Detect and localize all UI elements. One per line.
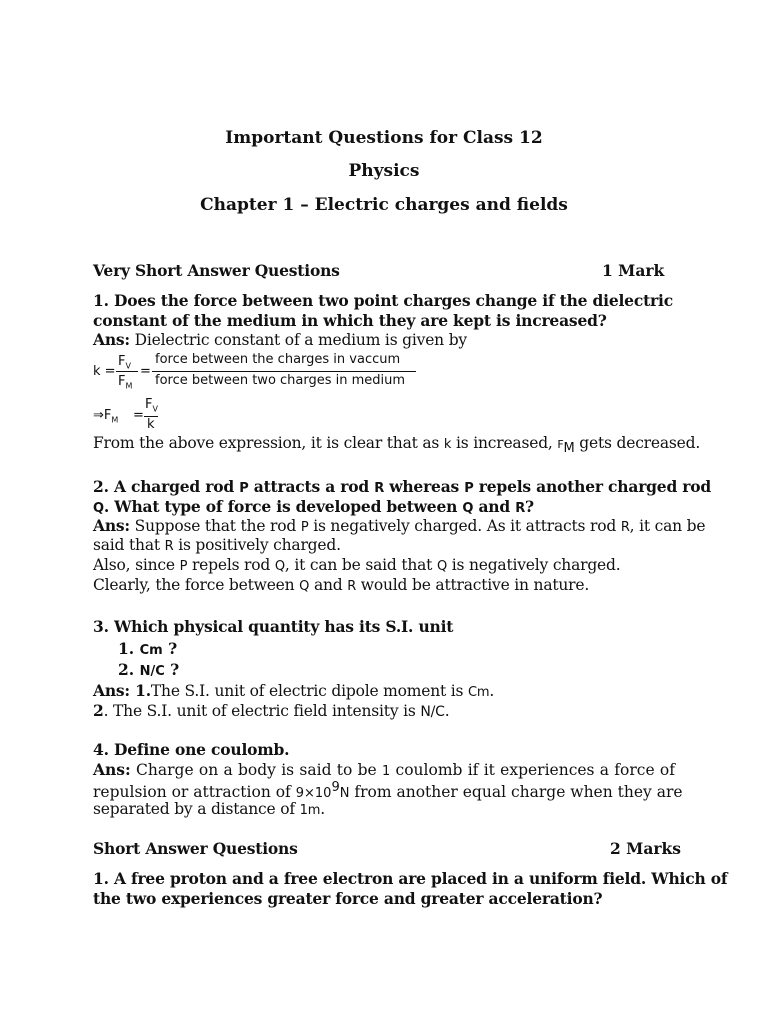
q3-item-2: 2. N/C ? [118, 660, 180, 679]
eq1-fraction-bar-2 [152, 371, 416, 372]
q2-question-line2: Q. What type of force is developed between Q and R? [93, 497, 534, 516]
eq2-denominator: k [147, 417, 155, 432]
q3-answer-2: 2. The S.I. unit of electric field intensity is N/C. [93, 701, 450, 720]
q5-question-line1: 1. A free proton and a free electron are placed in a uniform field. Which of [93, 869, 728, 888]
q1-answer-intro: Ans: Dielectric constant of a medium is given by [93, 330, 467, 349]
q3-question: 3. Which physical quantity has its S.I. unit [93, 617, 454, 636]
q4-question: 4. Define one coulomb. [93, 740, 290, 759]
section-marks-1: 1 Mark [602, 261, 665, 280]
eq1-numerator: force between the charges in vaccum [155, 352, 401, 367]
q1-question-line2: constant of the medium in which they are kept is increased? [93, 311, 607, 330]
eq2-numerator: $F_V$ [145, 397, 158, 414]
q3-item-1: 1. Cm ? [118, 639, 178, 658]
eq2-lhs: $\Rightarrow F_M$ [93, 408, 119, 425]
q2-question-line1: 2. A charged rod P attracts a rod R whereas P repels another charged rod [93, 477, 712, 496]
q5-question-line2: the two experiences greater force and greater acceleration? [93, 889, 603, 908]
eq1-fv: $F_V$ [118, 354, 131, 371]
document-title: Important Questions for Class 12 [225, 128, 543, 148]
chapter-title: Chapter 1 – Electric charges and fields [200, 195, 568, 215]
eq1-fm: $F_M$ [118, 374, 133, 391]
eq1-denominator: force between two charges in medium [155, 373, 406, 388]
section-heading-very-short: Very Short Answer Questions [93, 261, 340, 280]
q1-conclusion: From the above expression, it is clear that as k is increased, $F_M$ gets decreased. [93, 434, 701, 457]
q2-answer-line3: Also, since P repels rod Q, it can be said that Q is negatively charged. [93, 556, 621, 574]
eq1-equals: = [140, 364, 151, 379]
eq1-fraction-bar-1 [116, 371, 138, 372]
q2-answer-line1: Ans: Suppose that the rod P is negatively charged. As it attracts rod R, it can be [93, 516, 706, 535]
q1-question-line1: 1. Does the force between two point charges change if the dielectric [93, 291, 673, 310]
q4-answer-line1: Ans: Charge on a body is said to be 1 coulomb if it experiences a force of [93, 760, 675, 779]
q2-answer-line4: Clearly, the force between Q and R would be attractive in nature. [93, 576, 590, 594]
q3-answer-1: Ans: 1.The S.I. unit of electric dipole moment is Cm. [93, 681, 495, 700]
q4-answer-line3: separated by a distance of 1m. [93, 800, 325, 818]
subject-title: Physics [348, 161, 420, 181]
eq2-equals: = [133, 408, 144, 423]
section-marks-2: 2 Marks [610, 839, 682, 858]
q4-answer-line2: repulsion or attraction of $9\times 10^9N$ from another equal charge when they are [93, 780, 683, 802]
q2-answer-line2: said that R is positively charged. [93, 536, 341, 554]
eq1-k: k = [93, 364, 116, 379]
section-heading-short: Short Answer Questions [93, 839, 298, 858]
